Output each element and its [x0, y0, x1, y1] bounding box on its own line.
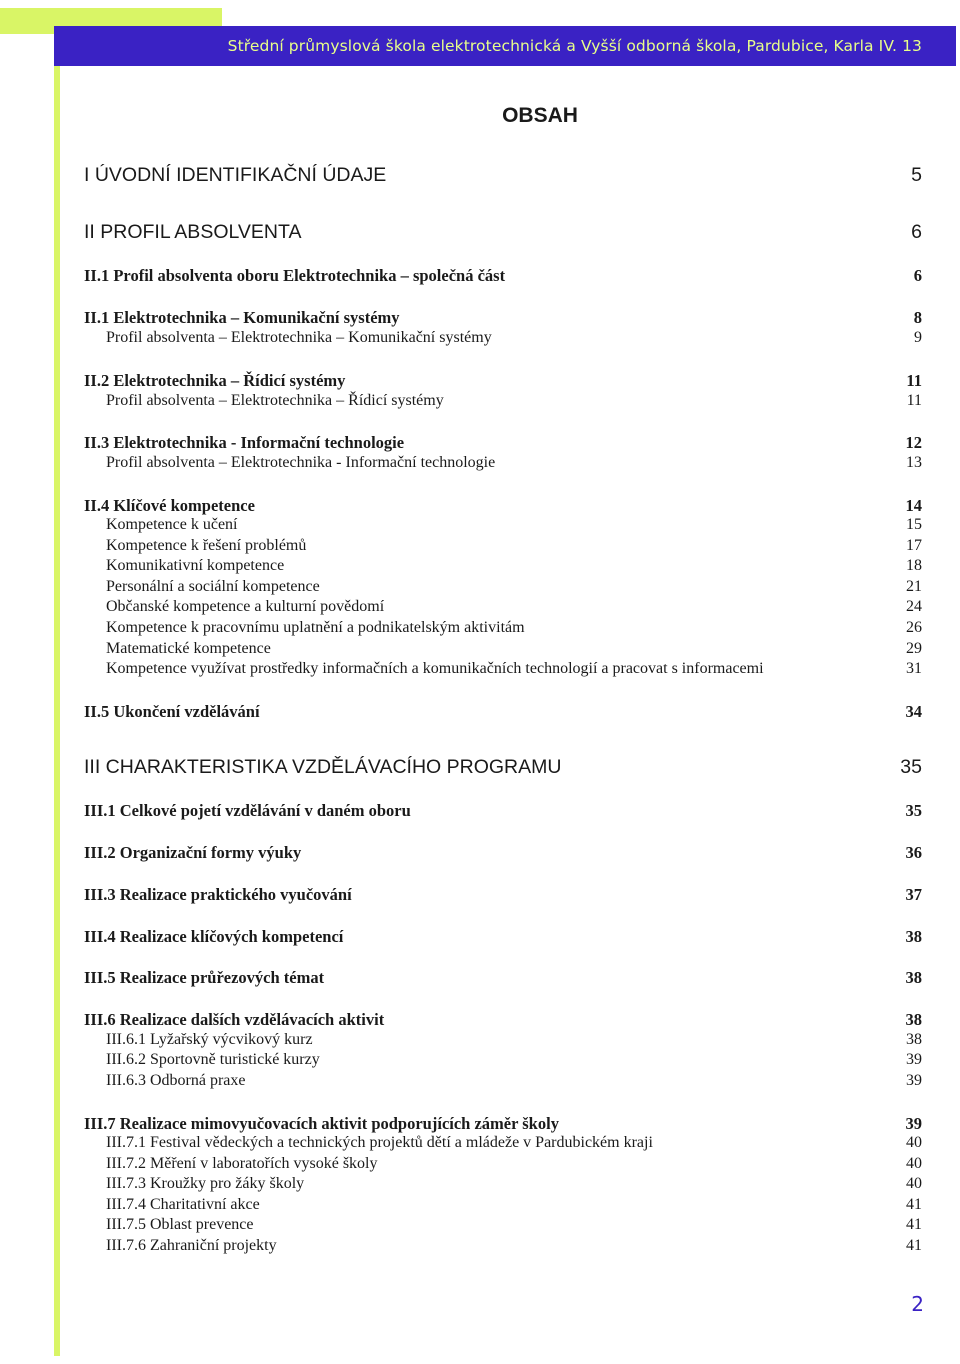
toc-entry-label: Profil absolventa – Elektrotechnika – Komunikační systémy	[106, 329, 492, 346]
toc-entry-label: Občanské kompetence a kulturní povědomí	[106, 598, 385, 615]
toc-entry-page: 35	[900, 756, 922, 778]
toc-entry-page: 11	[906, 392, 922, 409]
toc-entry[interactable]	[84, 164, 924, 187]
toc-entry[interactable]	[84, 598, 924, 616]
toc-entry-label: II.1 Profil absolventa oboru Elektrotechnika – společná část	[84, 266, 506, 285]
toc-entry[interactable]	[84, 843, 924, 863]
toc-entry-label: II.1 Elektrotechnika – Komunikační systémy	[84, 308, 400, 327]
page-title: OBSAH	[502, 104, 578, 127]
toc-entry-page: 12	[905, 433, 922, 452]
toc-entry-page: 31	[906, 660, 922, 677]
toc-entry-label: II.5 Ukončení vzdělávání	[84, 702, 260, 721]
toc-entry[interactable]	[84, 329, 924, 347]
toc-entry-page: 5	[911, 164, 922, 186]
toc-entry[interactable]	[84, 578, 924, 596]
toc-entry[interactable]	[84, 496, 924, 516]
toc-entry-page: 18	[906, 557, 922, 574]
toc-entry-page: 38	[905, 968, 922, 987]
toc-entry[interactable]	[84, 1010, 924, 1030]
toc-entry-page: 37	[905, 885, 922, 904]
toc-entry-label: III.5 Realizace průřezových témat	[84, 968, 325, 987]
toc-entry[interactable]	[84, 1031, 924, 1049]
toc-entry-label: III.7 Realizace mimovyučovacích aktivit podporujících záměr školy	[84, 1114, 559, 1133]
toc-entry-page: 39	[906, 1051, 922, 1068]
toc-entry-page: 39	[905, 1114, 922, 1133]
toc-entry[interactable]	[84, 885, 924, 905]
toc-entry[interactable]	[84, 640, 924, 658]
toc-entry[interactable]	[84, 516, 924, 534]
toc-entry[interactable]	[84, 557, 924, 575]
toc-entry-label: III.7.3 Kroužky pro žáky školy	[106, 1175, 305, 1192]
toc-entry-page: 38	[905, 1010, 922, 1029]
toc-entry[interactable]	[84, 1134, 924, 1152]
toc-entry-label: III.1 Celkové pojetí vzdělávání v daném oboru	[84, 801, 411, 820]
school-name: Střední průmyslová škola elektrotechnická a Vyšší odborná škola, Pardubice, Karla IV. 13	[227, 37, 922, 55]
toc-entry-page: 17	[906, 537, 922, 554]
toc-entry-page: 41	[906, 1196, 922, 1213]
toc-entry[interactable]	[84, 433, 924, 453]
toc-entry-label: II.4 Klíčové kompetence	[84, 496, 255, 515]
toc-entry-label: III.6.2 Sportovně turistické kurzy	[106, 1051, 320, 1068]
toc-entry-page: 38	[905, 927, 922, 946]
toc-entry-label: Personální a sociální kompetence	[106, 578, 320, 595]
toc-entry[interactable]	[84, 308, 924, 328]
toc-entry-label: III.6.1 Lyžařský výcvikový kurz	[106, 1031, 313, 1048]
toc-entry-page: 14	[905, 496, 922, 515]
toc-entry-label: III.6.3 Odborná praxe	[106, 1072, 246, 1089]
toc-entry[interactable]	[84, 756, 924, 779]
toc-entry[interactable]	[84, 1051, 924, 1069]
toc-entry-label: III.7.2 Měření v laboratořích vysoké školy	[106, 1155, 378, 1172]
toc-entry-page: 36	[905, 843, 922, 862]
toc-entry-label: II PROFIL ABSOLVENTA	[84, 221, 302, 243]
toc-entry-label: III.3 Realizace praktického vyučování	[84, 885, 352, 904]
toc-entry-label: Profil absolventa – Elektrotechnika - Informační technologie	[106, 454, 496, 471]
toc-entry[interactable]	[84, 1155, 924, 1173]
toc-entry-label: III.7.5 Oblast prevence	[106, 1216, 254, 1233]
toc-entry-page: 40	[906, 1175, 922, 1192]
toc-entry[interactable]	[84, 1216, 924, 1234]
page-header	[54, 26, 956, 66]
toc-entry-label: III.7.6 Zahraniční projekty	[106, 1237, 277, 1254]
toc-entry[interactable]	[84, 1196, 924, 1214]
toc-entry-label: III CHARAKTERISTIKA VZDĚLÁVACÍHO PROGRAMU	[84, 756, 562, 778]
toc-entry-label: II.2 Elektrotechnika – Řídicí systémy	[84, 371, 346, 390]
toc-entry[interactable]	[84, 660, 924, 678]
toc-entry-page: 39	[906, 1072, 922, 1089]
toc-entry-label: III.2 Organizační formy výuky	[84, 843, 302, 862]
toc-entry-page: 24	[906, 598, 922, 615]
toc-entry[interactable]	[84, 1114, 924, 1134]
toc-entry-page: 11	[906, 371, 922, 390]
toc-entry-label: III.4 Realizace klíčových kompetencí	[84, 927, 344, 946]
toc-entry-page: 21	[906, 578, 922, 595]
toc-entry-label: Matematické kompetence	[106, 640, 271, 657]
toc-entry[interactable]	[84, 927, 924, 947]
toc-entry[interactable]	[84, 392, 924, 410]
toc-entry[interactable]	[84, 221, 924, 244]
toc-entry-page: 41	[906, 1216, 922, 1233]
toc-entry-page: 15	[906, 516, 922, 533]
toc-entry[interactable]	[84, 801, 924, 821]
toc-entry-page: 40	[906, 1155, 922, 1172]
toc-entry-page: 9	[914, 329, 922, 346]
toc-entry[interactable]	[84, 371, 924, 391]
toc-entry-label: III.7.1 Festival vědeckých a technických projektů dětí a mládeže v Pardubickém kraji	[106, 1134, 653, 1151]
toc-entry-page: 6	[913, 266, 922, 285]
toc-entry-page: 41	[906, 1237, 922, 1254]
toc-entry-page: 6	[911, 221, 922, 243]
toc-entry-label: Kompetence využívat prostředky informačních a komunikačních technologií a pracovat s informacemi	[106, 660, 764, 677]
toc-entry[interactable]	[84, 266, 924, 286]
toc-entry-label: I ÚVODNÍ IDENTIFIKAČNÍ ÚDAJE	[84, 164, 387, 186]
toc-entry-label: Kompetence k řešení problémů	[106, 537, 307, 554]
toc-entry-label: Komunikativní kompetence	[106, 557, 285, 574]
toc-entry-page: 29	[906, 640, 922, 657]
toc-entry-page: 8	[913, 308, 922, 327]
toc-entry[interactable]	[84, 619, 924, 637]
toc-entry[interactable]	[84, 1175, 924, 1193]
toc-entry-label: II.3 Elektrotechnika - Informační technologie	[84, 433, 405, 452]
green-margin-rule	[54, 8, 60, 1356]
toc-entry-page: 26	[906, 619, 922, 636]
toc-entry-label: III.6 Realizace dalších vzdělávacích aktivit	[84, 1010, 385, 1029]
toc-entry[interactable]	[84, 1237, 924, 1255]
toc-entry-page: 34	[905, 702, 922, 721]
toc-entry[interactable]	[84, 968, 924, 988]
toc-entry-page: 13	[906, 454, 922, 471]
toc-entry-page: 35	[905, 801, 922, 820]
toc-entry-label: Kompetence k učení	[106, 516, 238, 533]
toc-entry[interactable]	[84, 454, 924, 472]
toc-entry[interactable]	[84, 702, 924, 722]
toc-entry-page: 38	[906, 1031, 922, 1048]
toc-entry[interactable]	[84, 537, 924, 555]
toc-entry-label: III.7.4 Charitativní akce	[106, 1196, 260, 1213]
toc-entry-label: Kompetence k pracovnímu uplatnění a podnikatelským aktivitám	[106, 619, 525, 636]
toc-entry-page: 40	[906, 1134, 922, 1151]
page-number: 2	[911, 1292, 924, 1316]
toc-entry-label: Profil absolventa – Elektrotechnika – Řídicí systémy	[106, 392, 444, 409]
toc-entry[interactable]	[84, 1072, 924, 1090]
